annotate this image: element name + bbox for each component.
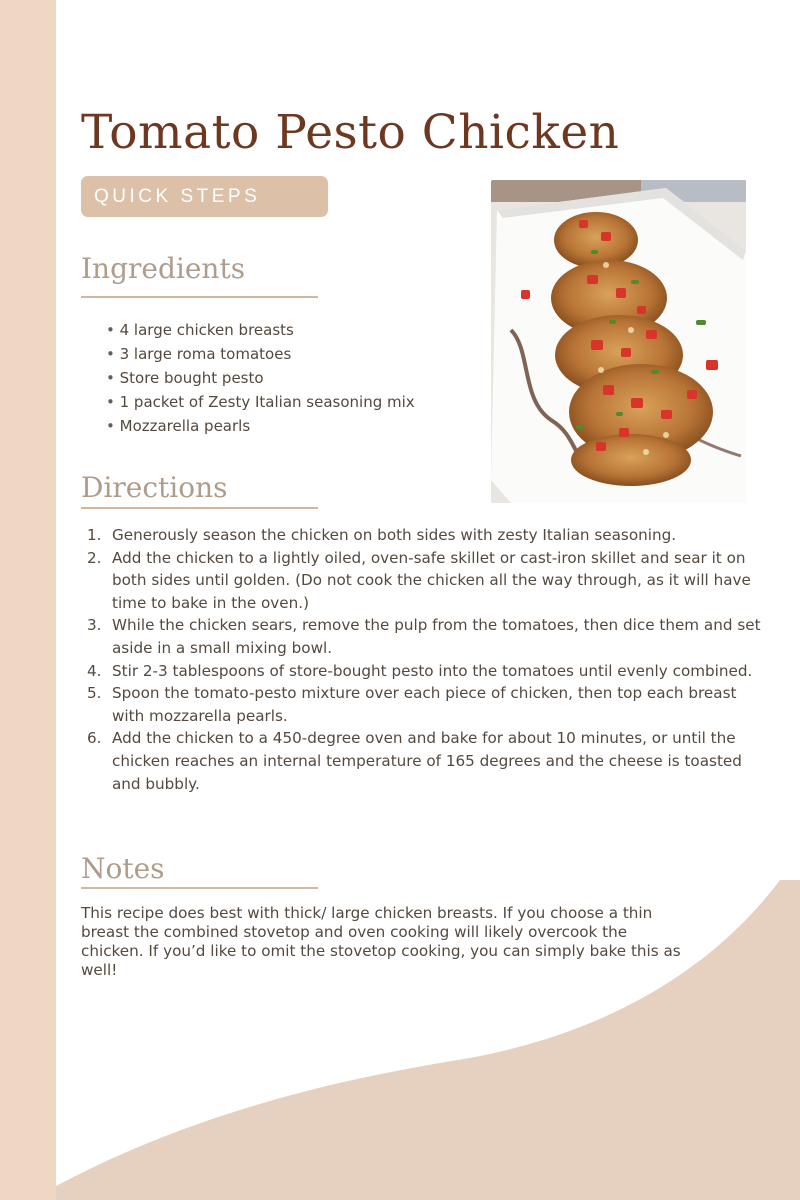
page-title: Tomato Pesto Chicken xyxy=(81,105,620,160)
step-text: Spoon the tomato-pesto mixture over each piece of chicken, then top each breast with mozzarella pearls. xyxy=(112,684,737,725)
chicken-dish-photo xyxy=(491,180,746,503)
step-text: While the chicken sears, remove the pulp from the tomatoes, then dice them and set aside in a small mixing bowl. xyxy=(112,616,761,657)
ingredient-item: • 3 large roma tomatoes xyxy=(106,342,415,366)
step-number: 3. xyxy=(87,616,102,635)
ingredients-heading: Ingredients xyxy=(81,252,246,285)
notes-heading: Notes xyxy=(81,852,165,885)
step-number: 5. xyxy=(87,684,102,703)
step-number: 4. xyxy=(87,661,102,680)
notes-rule xyxy=(81,887,318,889)
ingredient-item: • 4 large chicken breasts xyxy=(106,318,415,342)
step-text: Generously season the chicken on both sides with zesty Italian seasoning. xyxy=(112,526,677,544)
ingredients-list xyxy=(106,318,415,438)
step-number: 1. xyxy=(87,526,102,544)
step-number: 2. xyxy=(87,548,102,567)
quick-steps-label: QUICK STEPS xyxy=(94,186,261,207)
directions-rule xyxy=(81,507,318,509)
step-text: Stir 2-3 tablespoons of store-bought pesto into the tomatoes until evenly combined. xyxy=(112,661,753,680)
direction-step xyxy=(81,660,771,683)
direction-step xyxy=(81,614,771,659)
step-text: Add the chicken to a 450-degree oven and bake for about 10 minutes, or until the chicken reaches an internal temperature of 165 degrees and the cheese is toasted and bubbly. xyxy=(112,729,742,793)
ingredients-rule xyxy=(81,296,318,298)
direction-step xyxy=(81,682,771,727)
quick-steps-badge xyxy=(81,176,328,217)
ingredient-item: • 1 packet of Zesty Italian seasoning mix xyxy=(106,390,415,414)
direction-step xyxy=(81,524,771,547)
directions-heading: Directions xyxy=(81,471,228,504)
step-number: 6. xyxy=(87,729,102,748)
direction-step xyxy=(81,727,771,795)
direction-step xyxy=(81,547,771,615)
ingredient-item: • Store bought pesto xyxy=(106,366,415,390)
notes-text: This recipe does best with thick/ large chicken breasts. If you choose a thin breast the combined stovetop and oven cooking will likely overcook the chicken. If you’d like to omit the stovetop cooking, you can simply bake this as well! xyxy=(81,904,681,979)
step-text: Add the chicken to a lightly oiled, oven-safe skillet or cast-iron skillet and sear it on both sides until golden. (Do not cook the chicken all the way through, as it will have time to bake in the oven.) xyxy=(112,548,751,612)
ingredient-item: • Mozzarella pearls xyxy=(106,414,415,438)
directions-list xyxy=(81,524,771,795)
